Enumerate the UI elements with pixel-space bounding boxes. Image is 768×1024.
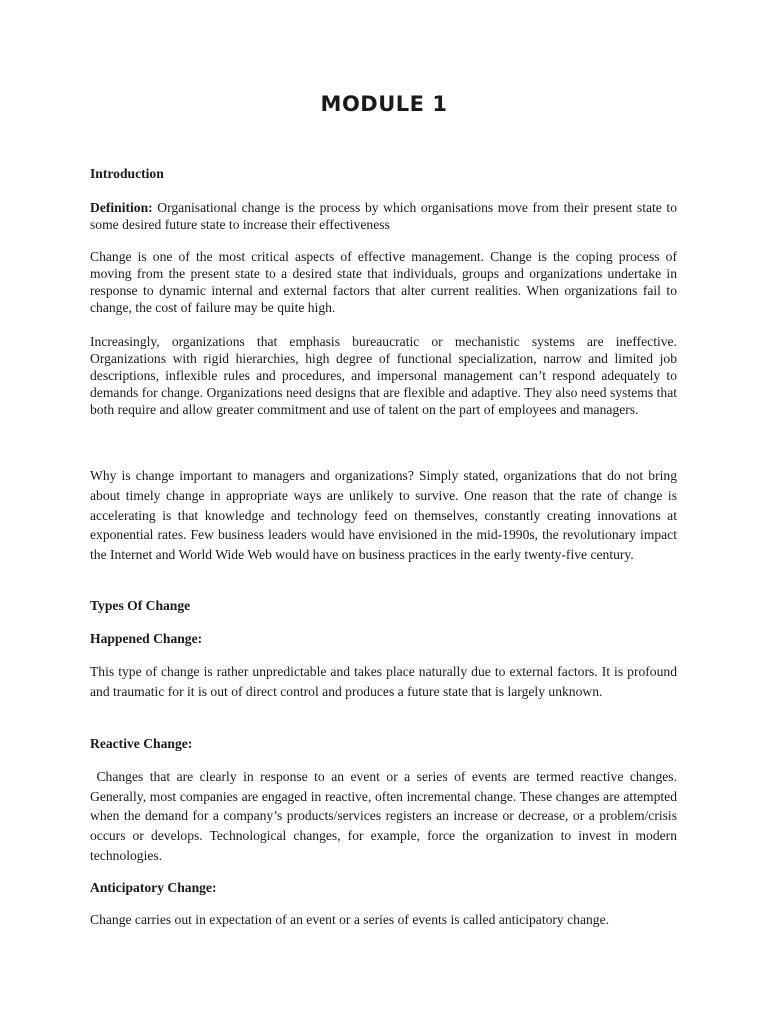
paragraph-change-importance: Change is one of the most critical aspects of effective management. Change is the coping process of moving from the present state to a desired state that individuals, groups and organizations undertake in response to dynamic internal and external factors that alter current realities. When organizations fail to change, the cost of failure may be quite high. — [90, 249, 677, 315]
anticipatory-change-heading: Anticipatory Change: — [90, 880, 217, 895]
definition-label: Definition: — [90, 200, 153, 215]
reactive-change-heading: Reactive Change: — [90, 736, 193, 751]
happened-change-heading: Happened Change: — [90, 631, 203, 646]
introduction-heading: Introduction — [90, 166, 164, 181]
paragraph-bureaucratic-systems: Increasingly, organizations that emphasis bureaucratic or mechanistic systems are ineffective. Organizations with rigid hierarchies, high degree of functional specialization, narrow and limited job descriptions, inflexible rules and procedures, and impersonal management can’t respond adequately to demands for change. Organizations need designs that are flexible and adaptive. They also need systems that both require and allow greater commitment and use of talent on the part of employees and managers. — [90, 334, 677, 417]
reactive-change-text: Changes that are clearly in response to an event or a series of events are termed reactive changes. Generally, most companies are engaged in reactive, often incremental change. These changes are attempted when the demand for a company’s products/services registers an increase or decrease, or a problem/crisis occurs or develops. Technological changes, for example, force the organization to invest in modern technologies. — [90, 769, 677, 863]
anticipatory-change-text: Change carries out in expectation of an event or a series of events is called anticipatory change. — [90, 912, 609, 927]
definition-paragraph — [90, 199, 677, 233]
happened-change-text: This type of change is rather unpredictable and takes place naturally due to external factors. It is profound and traumatic for it is out of direct control and produces a future state that is largely unknown. — [90, 664, 677, 700]
document-title: MODULE 1 — [320, 92, 448, 116]
paragraph-why-change: Why is change important to managers and organizations? Simply stated, organizations that do not bring about timely change in appropriate ways are unlikely to survive. One reason that the rate of change is accelerating is that knowledge and technology feed on themselves, constantly creating innovations at exponential rates. Few business leaders would have envisioned in the mid-1990s, the revolutionary impact the Internet and World Wide Web would have on business practices in the early twenty-five century. — [90, 468, 677, 563]
types-of-change-heading: Types Of Change — [90, 598, 191, 613]
definition-text: Organisational change is the process by which organisations move from their present state to some desired future state to increase their effectiveness — [90, 200, 677, 232]
